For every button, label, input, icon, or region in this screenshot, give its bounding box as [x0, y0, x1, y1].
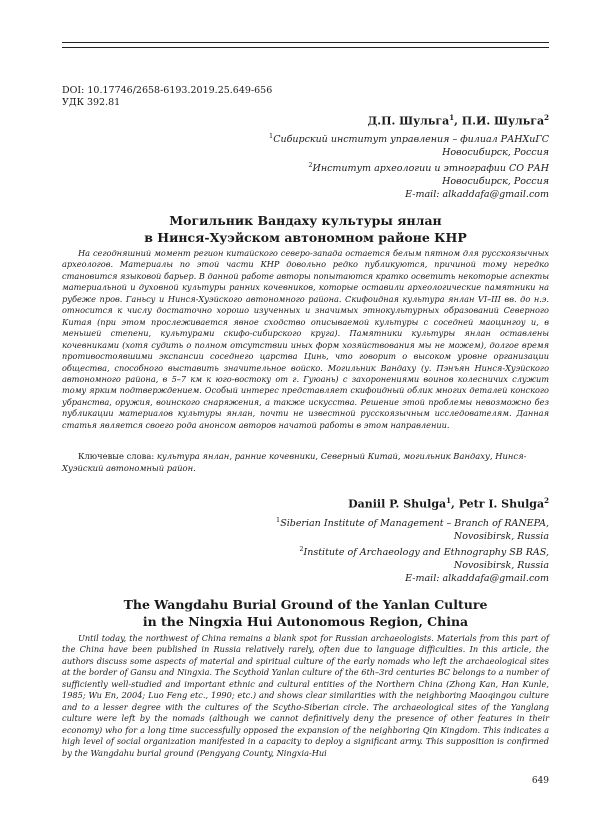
- ru-aff2-line2: Новосибирск, Россия: [442, 176, 549, 188]
- ru-aff1-line2: Новосибирск, Россия: [442, 146, 549, 158]
- page-number: 649: [531, 776, 549, 786]
- header-rule-bottom: [62, 47, 549, 48]
- en-aff1-line2: Novosibirsk, Russia: [453, 530, 549, 542]
- en-abstract: Until today, the northwest of China remains a blank spot for Russian archaeologists. Materials from this part of the China have been published in Russia relatively rarely, often due to language difficulties. In this article, the authors discuss some aspects of material and spiritual culture of the early nomads who left the archaeological sites at the border of Gansu and Ningxia. The Scythoid Yanlan culture of the 6th–3rd centuries BC belongs to a number of sufficiently well-studied and important ethnic and cultural entities of the Northern China (Zhong Kan, Han Kunle, 1985; Wu En, 2004; Luo Feng etc., 1990; etc.) and shows clear similarities with the neighboring Maoqingou culture and to a lesser degree with the cultures of the Scytho-Siberian circle. The archaeological sites of the Yanglang culture were left by the nomads (although we cannot definitively deny the presence of other features in their economy) who for a long time successfully opposed the expansion of the neighboring Qin Kingdom. This indicates a high level of social organization manifested in a capacity to deploy a significant army. This supposition is confirmed by the Wangdahu burial ground (Pengyang County, Ningxia-Hui: [62, 633, 549, 758]
- en-affiliations: [276, 514, 549, 585]
- en-authors: Daniil P. Shulga$^1$, Petr I. Shulga$^2$: [348, 496, 549, 511]
- ru-abstract: На сегодняшний момент регион китайского северо-запада остается белым пятном для русскоязычных археологов. Материалы по этой части КНР довольно редко публикуются, причиной тому нередко становится языковой барьер. В данной работе авторы попытаются кратко осветить некоторые аспекты материальной и духовной культуры ранних кочевников, которые оставили археологические памятники на рубеже пров. Ганьсу и Нинся-Хуэйского автономного района. Скифоидная культура янлан VI–III вв. до н.э. относится к числу достаточно хорошо изученных и значимых этнокультурных образований Северного Китая (при этом прослеживается явное сходство описываемой культуры с соседней маоцингоу и, в меньшей степени, культурами скифо-сибирского круга). Памятники культуры янлан оставлены кочевниками (хотя судить о полном отсутствии иных форм хозяйствования мы не можем), долгое время противостоявшими экспансии соседнего царства Цинь, что говорит о высоком уровне организации общества, способного выставить значительное войско. Могильник Вандаху (у. Пэнъян Нинся-Хуэйского автономного района, в 5–7 км к юго-востоку от г. Гуюань) с захоронениями воинов колесничих служит тому ярким подтверждением. Особый интерес представляет скифоидный облик многих деталей конского убранства, оружия, воинского снаряжения, а также искусства. Решение этой проблемы невозможно без публикации материалов культуры янлан, почти не известной русскоязычным исследователям. Данная статья является своего рода анонсом авторов начатой работы в этом направлении.: [62, 248, 549, 430]
- en-aff1-line1: $^1$Siberian Institute of Management – Branch of RANEPA,: [276, 516, 549, 530]
- en-aff2-line2: Novosibirsk, Russia: [453, 560, 549, 572]
- udc: УДК 392.81: [62, 97, 121, 108]
- en-aff2-line1: $^2$Institute of Archaeology and Ethnography SB RAS,: [299, 545, 549, 559]
- ru-email: E-mail: alkaddafa@gmail.com: [405, 188, 549, 200]
- ru-aff1-line1: $^1$Сибирский институт управления – филиал РАНХиГС: [269, 132, 549, 146]
- en-title: The Wangdahu Burial Ground of the Yanlan Culture in the Ningxia Hui Autonomous Region, China: [123, 597, 488, 629]
- doi: DOI: 10.17746/2658-6193.2019.25.649-656: [62, 85, 273, 96]
- ru-keywords: Ключевые слова: культура янлан, ранние кочевники, Северный Китай, могильник Вандаху, Нинся-Хуэйский автономный район.: [62, 451, 527, 473]
- ru-aff2-line1: $^2$Институт археологии и этнографии СО РАН: [308, 161, 549, 175]
- ru-authors: Д.П. Шульга$^1$, П.И. Шульга$^2$: [367, 113, 549, 128]
- ru-affiliations: [269, 130, 549, 201]
- header-rule-top: [62, 42, 549, 43]
- ru-title: Могильник Вандаху культуры янлан в Нинся-Хуэйском автономном районе КНР: [144, 213, 467, 245]
- en-email: E-mail: alkaddafa@gmail.com: [405, 572, 549, 584]
